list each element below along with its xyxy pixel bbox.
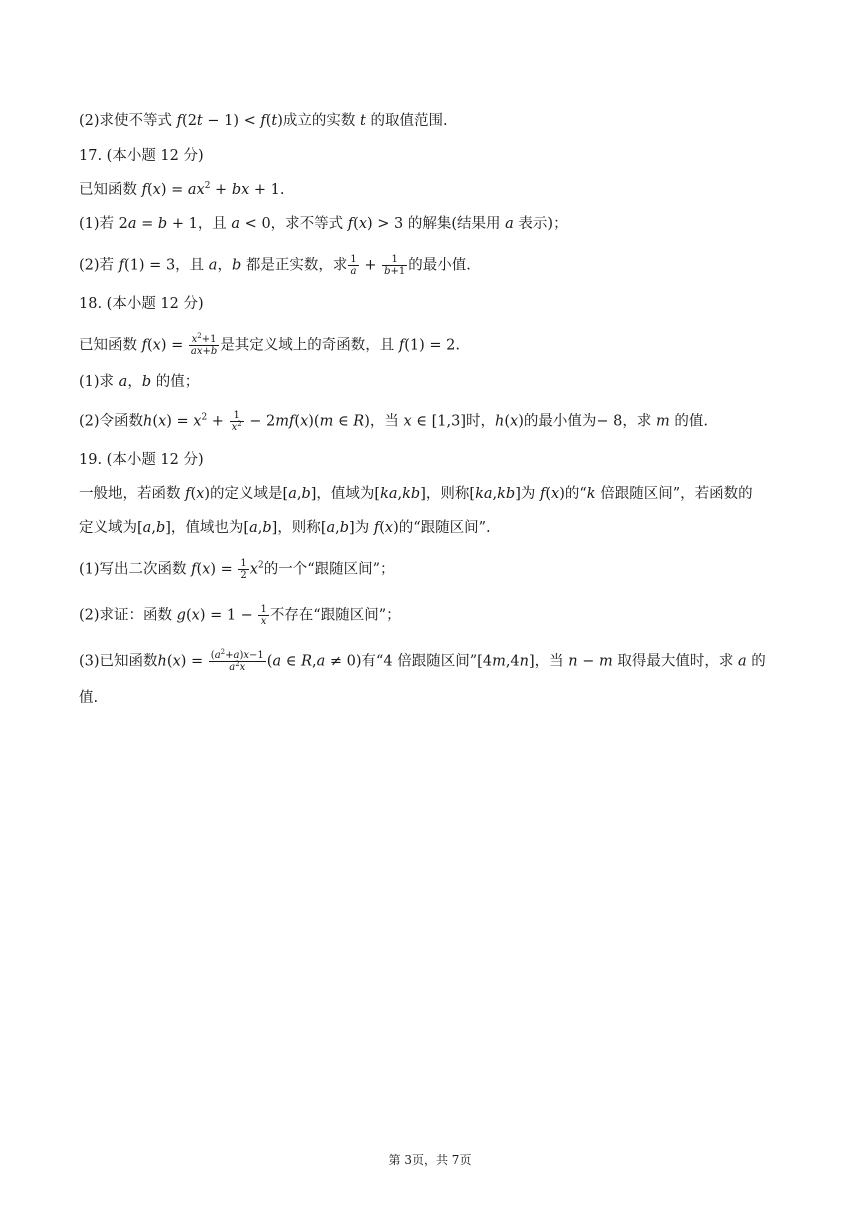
problem-18-heading: 18. (本小题 12 分): [79, 296, 204, 312]
problem-18-part-1: (1)求 a，b 的值；: [79, 374, 200, 390]
problem-17-part-2: (2)若 f(1) = 3，且 a，b 都是正实数，求 $\frac{1}{a}$ + $\frac{1}{b+1}$ 的最小值.: [79, 254, 471, 277]
problem-18-statement: 已知函数 f(x) = $\frac{x^2+1}{ax+b}$ 是其定义域上的奇函数，且 f(1) = 2.: [79, 332, 461, 357]
problem-19-part-3-continued: 值.: [79, 690, 99, 706]
problem-17-statement: 已知函数 $f(x) = ax^2$ + bx + 1.: [79, 181, 285, 198]
problem-19-statement-line-2: 定义域为[a,b]，值域也为[a,b]，则称[a,b]为 f(x)的“跟随区间”.: [79, 520, 491, 536]
problem-19-statement-line-1: 一般地，若函数 f(x)的定义域是[a,b]，值域为[ka,kb]，则称[ka,kb]为 f(x)的“k 倍跟随区间”，若函数的: [79, 486, 753, 502]
problem-19-part-1: (1)写出二次函数 f(x) = $\frac{1}{2}$ $x^2$的一个“跟随区间”；: [79, 558, 395, 581]
problem-19-heading: 19. (本小题 12 分): [79, 452, 204, 468]
page-footer: 第 3页，共 7页: [388, 1153, 472, 1167]
problem-17-heading: 17. (本小题 12 分): [79, 148, 204, 164]
problem-19-part-3: (3)已知函数h(x) = $\frac{(a^2+a)x-1}{a^2x}$ (a ∈ R,a ≠ 0)有“4 倍跟随区间”[4m,4n]，当 n − m 取得最大值时，求 a 的: [79, 648, 766, 673]
problem-16-part-2: (2)求使不等式 f(2t − 1) < f(t)成立的实数 t 的取值范围.: [79, 113, 448, 129]
problem-19-part-2: (2)求证：函数 g(x) = 1 − $\frac{1}{x}$ 不存在“跟随区间”；: [79, 604, 401, 627]
problem-17-part-1: (1)若 2a = b + 1，且 a < 0，求不等式 f(x) > 3 的解集(结果用 a 表示)；: [79, 216, 568, 232]
problem-18-part-2: (2)令函数$h(x) = x^2$ + $\frac{1}{x^2}$ − 2mf(x)(m ∈ R)，当 x ∈ [1,3]时，h(x)的最小值为− 8，求 m 的值.: [79, 410, 708, 433]
